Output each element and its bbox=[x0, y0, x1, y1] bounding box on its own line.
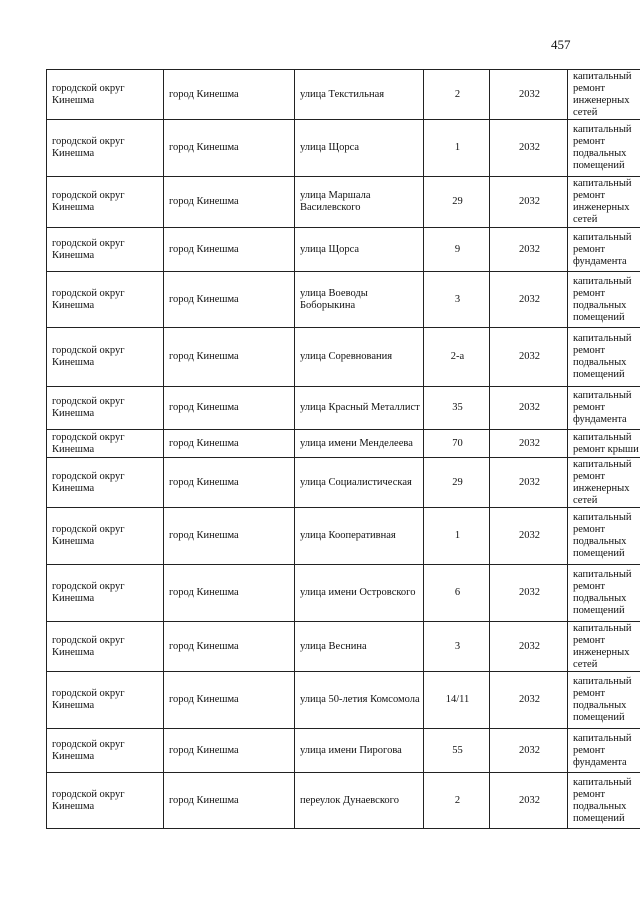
work-type-cell: капитальный ремонт фундамента bbox=[568, 729, 640, 773]
house-number-cell: 3 bbox=[424, 272, 490, 328]
house-number-cell: 29 bbox=[424, 177, 490, 228]
street-cell: улица Кооперативная bbox=[295, 508, 424, 565]
district-cell: городской округ Кинешма bbox=[47, 430, 164, 458]
house-number-cell: 55 bbox=[424, 729, 490, 773]
street-cell: улица имени Менделеева bbox=[295, 430, 424, 458]
table-row bbox=[47, 120, 640, 177]
year-cell: 2032 bbox=[490, 508, 568, 565]
district-cell: городской округ Кинешма bbox=[47, 120, 164, 177]
work-type-cell: капитальный ремонт фундамента bbox=[568, 228, 640, 272]
work-type-cell: капитальный ремонт подвальных помещений bbox=[568, 565, 640, 622]
street-cell: улица имени Пирогова bbox=[295, 729, 424, 773]
house-number-cell: 2-а bbox=[424, 328, 490, 387]
year-cell: 2032 bbox=[490, 177, 568, 228]
year-cell: 2032 bbox=[490, 430, 568, 458]
table-row bbox=[47, 773, 640, 829]
work-type-cell: капитальный ремонт инженерных сетей bbox=[568, 622, 640, 672]
year-cell: 2032 bbox=[490, 387, 568, 430]
work-type-cell: капитальный ремонт подвальных помещений bbox=[568, 272, 640, 328]
house-number-cell: 1 bbox=[424, 508, 490, 565]
city-cell: город Кинешма bbox=[164, 328, 295, 387]
house-number-cell: 2 bbox=[424, 70, 490, 120]
city-cell: город Кинешма bbox=[164, 565, 295, 622]
house-number-cell: 6 bbox=[424, 565, 490, 622]
table-row bbox=[47, 70, 640, 120]
house-number-cell: 29 bbox=[424, 458, 490, 508]
district-cell: городской округ Кинешма bbox=[47, 387, 164, 430]
work-type-cell: капитальный ремонт фундамента bbox=[568, 387, 640, 430]
page-number: 457 bbox=[551, 37, 571, 52]
work-type-cell: капитальный ремонт инженерных сетей bbox=[568, 458, 640, 508]
street-cell: улица Щорса bbox=[295, 120, 424, 177]
district-cell: городской округ Кинешма bbox=[47, 622, 164, 672]
year-cell: 2032 bbox=[490, 622, 568, 672]
district-cell: городской округ Кинешма bbox=[47, 328, 164, 387]
district-cell: городской округ Кинешма bbox=[47, 565, 164, 622]
house-number-cell: 9 bbox=[424, 228, 490, 272]
work-type-cell: капитальный ремонт крыши bbox=[568, 430, 640, 458]
table-row bbox=[47, 228, 640, 272]
street-cell: улица Щорса bbox=[295, 228, 424, 272]
city-cell: город Кинешма bbox=[164, 622, 295, 672]
street-cell: улица Социалистическая bbox=[295, 458, 424, 508]
year-cell: 2032 bbox=[490, 773, 568, 829]
district-cell: городской округ Кинешма bbox=[47, 508, 164, 565]
street-cell: улица Соревнования bbox=[295, 328, 424, 387]
street-cell: переулок Дунаевского bbox=[295, 773, 424, 829]
table-row bbox=[47, 272, 640, 328]
table-row bbox=[47, 430, 640, 458]
street-cell: улица Красный Металлист bbox=[295, 387, 424, 430]
table-row bbox=[47, 672, 640, 729]
city-cell: город Кинешма bbox=[164, 458, 295, 508]
city-cell: город Кинешма bbox=[164, 272, 295, 328]
work-type-cell: капитальный ремонт подвальных помещений bbox=[568, 508, 640, 565]
repair-schedule-table bbox=[46, 69, 640, 829]
table-row bbox=[47, 565, 640, 622]
city-cell: город Кинешма bbox=[164, 387, 295, 430]
house-number-cell: 35 bbox=[424, 387, 490, 430]
street-cell: улица имени Островского bbox=[295, 565, 424, 622]
year-cell: 2032 bbox=[490, 228, 568, 272]
year-cell: 2032 bbox=[490, 729, 568, 773]
street-cell: улица 50-летия Комсомола bbox=[295, 672, 424, 729]
district-cell: городской округ Кинешма bbox=[47, 773, 164, 829]
year-cell: 2032 bbox=[490, 120, 568, 177]
district-cell: городской округ Кинешма bbox=[47, 458, 164, 508]
work-type-cell: капитальный ремонт подвальных помещений bbox=[568, 328, 640, 387]
house-number-cell: 70 bbox=[424, 430, 490, 458]
street-cell: улица Маршала Василевского bbox=[295, 177, 424, 228]
work-type-cell: капитальный ремонт подвальных помещений bbox=[568, 120, 640, 177]
city-cell: город Кинешма bbox=[164, 177, 295, 228]
year-cell: 2032 bbox=[490, 672, 568, 729]
work-type-cell: капитальный ремонт инженерных сетей bbox=[568, 70, 640, 120]
city-cell: город Кинешма bbox=[164, 228, 295, 272]
year-cell: 2032 bbox=[490, 458, 568, 508]
year-cell: 2032 bbox=[490, 328, 568, 387]
city-cell: город Кинешма bbox=[164, 430, 295, 458]
city-cell: город Кинешма bbox=[164, 672, 295, 729]
city-cell: город Кинешма bbox=[164, 508, 295, 565]
house-number-cell: 1 bbox=[424, 120, 490, 177]
city-cell: город Кинешма bbox=[164, 120, 295, 177]
district-cell: городской округ Кинешма bbox=[47, 272, 164, 328]
district-cell: городской округ Кинешма bbox=[47, 228, 164, 272]
year-cell: 2032 bbox=[490, 70, 568, 120]
work-type-cell: капитальный ремонт подвальных помещений bbox=[568, 672, 640, 729]
city-cell: город Кинешма bbox=[164, 729, 295, 773]
district-cell: городской округ Кинешма bbox=[47, 177, 164, 228]
city-cell: город Кинешма bbox=[164, 773, 295, 829]
table-row bbox=[47, 177, 640, 228]
district-cell: городской округ Кинешма bbox=[47, 729, 164, 773]
table-row bbox=[47, 508, 640, 565]
house-number-cell: 3 bbox=[424, 622, 490, 672]
city-cell: город Кинешма bbox=[164, 70, 295, 120]
table-row bbox=[47, 622, 640, 672]
house-number-cell: 14/11 bbox=[424, 672, 490, 729]
table-row bbox=[47, 328, 640, 387]
house-number-cell: 2 bbox=[424, 773, 490, 829]
district-cell: городской округ Кинешма bbox=[47, 672, 164, 729]
year-cell: 2032 bbox=[490, 565, 568, 622]
year-cell: 2032 bbox=[490, 272, 568, 328]
street-cell: улица Текстильная bbox=[295, 70, 424, 120]
work-type-cell: капитальный ремонт инженерных сетей bbox=[568, 177, 640, 228]
street-cell: улица Веснина bbox=[295, 622, 424, 672]
table-row bbox=[47, 458, 640, 508]
table-row bbox=[47, 387, 640, 430]
street-cell: улица Воеводы Боборыкина bbox=[295, 272, 424, 328]
work-type-cell: капитальный ремонт подвальных помещений bbox=[568, 773, 640, 829]
district-cell: городской округ Кинешма bbox=[47, 70, 164, 120]
table-row bbox=[47, 729, 640, 773]
